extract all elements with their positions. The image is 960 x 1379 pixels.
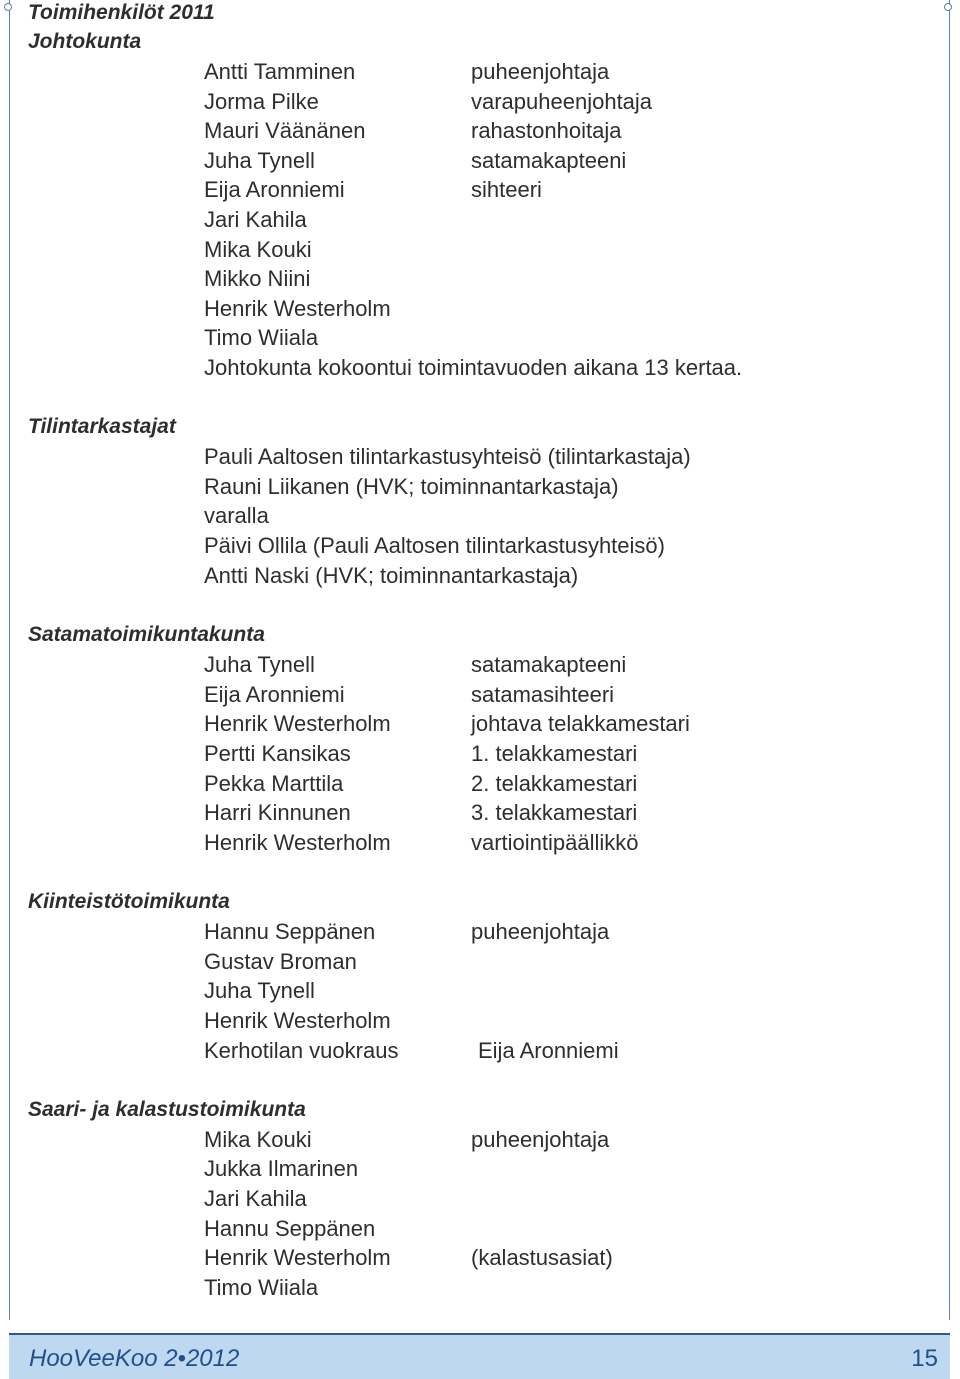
crop-mark-left xyxy=(9,0,10,1320)
johtokunta-role: satamakapteeni xyxy=(471,148,627,173)
section-title-tilintarkastajat: Tilintarkastajat xyxy=(28,415,176,438)
satama-role: 3. telakkamestari xyxy=(471,800,638,825)
saari-name: Mika Kouki xyxy=(204,1127,312,1152)
tilintarkastaja-line: Antti Naski (HVK; toiminnantarkastaja) xyxy=(204,563,579,588)
section-title-johtokunta: Johtokunta xyxy=(28,30,142,53)
tilintarkastaja-line: varalla xyxy=(204,503,269,528)
johtokunta-note: Johtokunta kokoontui toimintavuoden aikana 13 kertaa. xyxy=(204,355,743,380)
satama-name: Henrik Westerholm xyxy=(204,711,391,736)
satama-name: Pekka Marttila xyxy=(204,771,344,796)
saari-role: puheenjohtaja xyxy=(471,1127,610,1152)
tilintarkastaja-line: Päivi Ollila (Pauli Aaltosen tilintarkastusyhteisö) xyxy=(204,533,665,558)
johtokunta-name: Mauri Väänänen xyxy=(204,118,366,143)
page-heading: Toimihenkilöt 2011 xyxy=(28,1,215,24)
saari-name: Jari Kahila xyxy=(204,1186,307,1211)
saari-name: Timo Wiiala xyxy=(204,1275,319,1300)
saari-name: Henrik Westerholm xyxy=(204,1245,391,1270)
johtokunta-name: Antti Tamminen xyxy=(204,59,356,84)
johtokunta-name: Juha Tynell xyxy=(204,148,315,173)
saari-role: (kalastusasiat) xyxy=(471,1245,613,1270)
tilintarkastaja-line: Rauni Liikanen (HVK; toiminnantarkastaja) xyxy=(204,474,619,499)
kiinteisto-role: puheenjohtaja xyxy=(471,919,610,944)
kiinteisto-name: Kerhotilan vuokraus xyxy=(204,1038,399,1063)
page-footer xyxy=(9,1333,950,1379)
johtokunta-name: Timo Wiiala xyxy=(204,325,319,350)
johtokunta-role: rahastonhoitaja xyxy=(471,118,622,143)
kiinteisto-role: Eija Aronniemi xyxy=(478,1038,619,1063)
satama-role: satamakapteeni xyxy=(471,652,627,677)
johtokunta-name: Jorma Pilke xyxy=(204,89,319,114)
satama-role: 1. telakkamestari xyxy=(471,741,638,766)
satama-role: satamasihteeri xyxy=(471,682,615,707)
footer-title: HooVeeKoo 2•2012 xyxy=(29,1345,240,1372)
crop-circle-left-icon xyxy=(4,3,12,11)
satama-name: Harri Kinnunen xyxy=(204,800,351,825)
section-title-kiinteistotoimikunta: Kiinteistötoimikunta xyxy=(28,890,230,913)
kiinteisto-name: Gustav Broman xyxy=(204,949,357,974)
johtokunta-name: Jari Kahila xyxy=(204,207,307,232)
satama-role: johtava telakkamestari xyxy=(471,711,690,736)
johtokunta-name: Mika Kouki xyxy=(204,237,312,262)
satama-name: Henrik Westerholm xyxy=(204,830,391,855)
johtokunta-name: Mikko Niini xyxy=(204,266,311,291)
section-title-saari: Saari- ja kalastustoimikunta xyxy=(28,1098,306,1121)
kiinteisto-name: Henrik Westerholm xyxy=(204,1008,391,1033)
johtokunta-role: sihteeri xyxy=(471,177,542,202)
johtokunta-role: varapuheenjohtaja xyxy=(471,89,653,114)
satama-role: 2. telakkamestari xyxy=(471,771,638,796)
kiinteisto-name: Hannu Seppänen xyxy=(204,919,376,944)
tilintarkastaja-line: Pauli Aaltosen tilintarkastusyhteisö (tilintarkastaja) xyxy=(204,444,691,469)
crop-circle-right-icon xyxy=(944,3,952,11)
satama-name: Pertti Kansikas xyxy=(204,741,351,766)
saari-name: Hannu Seppänen xyxy=(204,1216,376,1241)
kiinteisto-name: Juha Tynell xyxy=(204,978,315,1003)
crop-mark-right xyxy=(949,0,950,1320)
johtokunta-role: puheenjohtaja xyxy=(471,59,610,84)
saari-name: Jukka Ilmarinen xyxy=(204,1156,359,1181)
satama-name: Juha Tynell xyxy=(204,652,315,677)
johtokunta-name: Henrik Westerholm xyxy=(204,296,391,321)
johtokunta-name: Eija Aronniemi xyxy=(204,177,345,202)
satama-role: vartiointipäällikkö xyxy=(471,830,639,855)
satama-name: Eija Aronniemi xyxy=(204,682,345,707)
page-number: 15 xyxy=(911,1345,938,1372)
section-title-satamatoimikunta: Satamatoimikuntakunta xyxy=(28,623,265,646)
